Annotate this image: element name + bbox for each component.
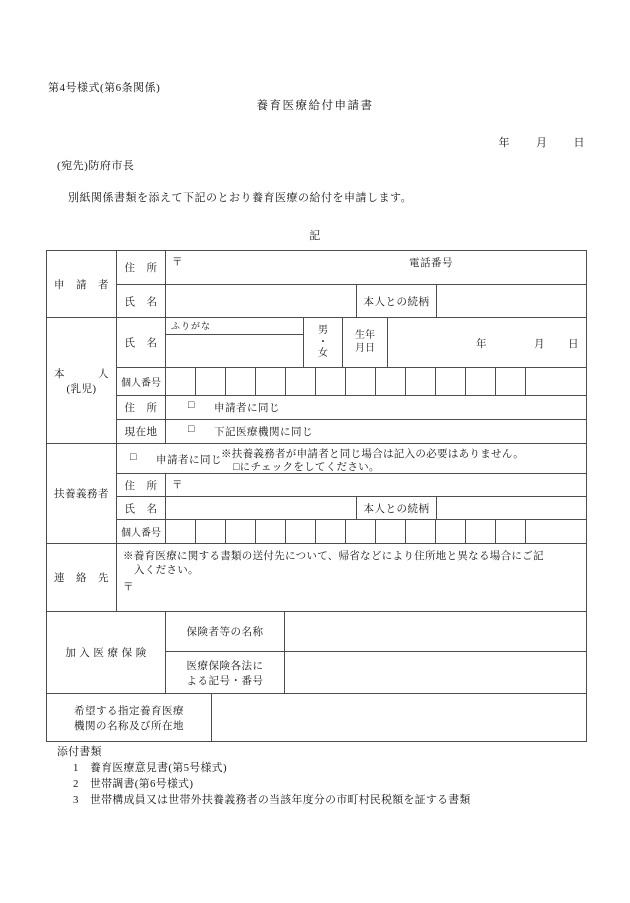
attachment-text: 世帯構成員又は世帯外扶養義務者の当該年度分の市町村民税額を証する書類 <box>90 794 471 806</box>
contact-group-label: 連 絡 先 <box>47 544 117 612</box>
guardian-personal-number-spare <box>526 520 586 544</box>
contact-postal-mark: 〒 <box>123 582 134 593</box>
cert-label-line1: 医療保険各法に <box>186 660 264 672</box>
date-year-label: 年 <box>498 137 510 149</box>
attachment-item <box>57 792 471 807</box>
infant-address-same-option[interactable] <box>166 396 586 420</box>
guardian-personal-number-box[interactable] <box>256 520 286 544</box>
guardian-note-line2: □にチェックをしてください。 <box>233 462 380 473</box>
infant-personal-number-box[interactable] <box>376 368 406 396</box>
infant-birth-label <box>343 318 388 368</box>
guardian-personal-number-box[interactable] <box>346 520 376 544</box>
guardian-personal-number-box[interactable] <box>166 520 196 544</box>
infant-personal-number-label: 個人番号 <box>117 368 166 396</box>
infant-personal-number-box[interactable] <box>346 368 376 396</box>
date-month-label: 月 <box>536 137 548 149</box>
guardian-group-label: 扶養義務者 <box>47 444 117 544</box>
guardian-personal-number-box[interactable] <box>286 520 316 544</box>
sex-male-label: 男 <box>318 325 328 337</box>
guardian-same-option-row <box>117 444 586 474</box>
infant-name-label: 氏 名 <box>117 318 166 368</box>
infant-personal-number-spare <box>526 368 586 396</box>
guardian-personal-number-box[interactable] <box>436 520 466 544</box>
infant-location-same-option[interactable] <box>166 420 586 444</box>
infant-location-same-text: 下記医療機関に同じ <box>214 427 313 438</box>
intro-sentence: 別紙関係書類を添えて下記のとおり養育医療の給付を申請します。 <box>68 192 413 204</box>
attachment-item <box>57 760 471 775</box>
sex-separator: ・ <box>318 336 328 348</box>
attachments-title: 添付書類 <box>57 746 102 758</box>
birth-month-unit: 月 <box>534 339 545 350</box>
applicant-name-label: 氏 名 <box>117 285 166 318</box>
applicant-postal-mark: 〒 <box>172 257 183 268</box>
guardian-personal-number-label: 個人番号 <box>117 520 166 544</box>
infant-personal-number-box[interactable] <box>406 368 436 396</box>
infant-label-sub: (乳児) <box>66 383 97 395</box>
application-table <box>46 250 587 742</box>
contact-input[interactable] <box>117 544 586 612</box>
infant-personal-number-box[interactable] <box>256 368 286 396</box>
guardian-address-label: 住 所 <box>117 474 166 497</box>
section-mark: 記 <box>309 230 321 242</box>
applicant-address-input[interactable] <box>166 251 586 285</box>
infant-personal-number-box[interactable] <box>286 368 316 396</box>
form-number: 第4号様式(第6条関係) <box>48 82 161 94</box>
guardian-note-line1: ※扶養義務者が申請者と同じ場合は記入の必要はありません。 <box>221 449 525 460</box>
applicant-relation-input[interactable] <box>437 285 586 318</box>
sex-female-label: 女 <box>318 348 328 360</box>
guardian-personal-number-box[interactable] <box>466 520 496 544</box>
infant-name-input[interactable] <box>166 335 304 368</box>
checkbox-infant-location-same[interactable]: □ <box>188 424 195 435</box>
attachment-text: 養育医療意見書(第5号様式) <box>90 762 227 774</box>
insurer-name-label: 保険者等の名称 <box>166 612 285 652</box>
insurer-name-input[interactable] <box>285 612 586 652</box>
infant-personal-number-box[interactable] <box>226 368 256 396</box>
attachment-item <box>57 776 471 791</box>
applicant-phone-label: 電話番号 <box>409 258 453 269</box>
infant-personal-number-box[interactable] <box>166 368 196 396</box>
guardian-relation-input[interactable] <box>437 497 586 520</box>
header-date-line <box>499 134 586 150</box>
infant-furigana-input[interactable]: ふりがな <box>166 318 304 335</box>
guardian-relation-label: 本人との続柄 <box>357 497 437 520</box>
infant-personal-number-box[interactable] <box>316 368 346 396</box>
contact-note-line2: 入ください。 <box>134 565 199 576</box>
infant-personal-number-box[interactable] <box>436 368 466 396</box>
infant-label-main: 本 人 <box>54 368 109 380</box>
insurance-group-label: 加 入 医 療 保 険 <box>47 612 166 694</box>
guardian-personal-number-box[interactable] <box>316 520 346 544</box>
contact-note-line1: ※養育医療に関する書類の送付先について、帰省などにより住所地と異なる場合にご記 <box>123 551 544 562</box>
infant-personal-number-box[interactable] <box>196 368 226 396</box>
insurance-cert-input[interactable] <box>285 652 586 694</box>
applicant-group-label: 申 請 者 <box>47 251 117 318</box>
attachment-text: 世帯調書(第6号様式) <box>90 778 194 790</box>
insurance-cert-label <box>166 652 285 694</box>
infant-group-label <box>47 318 117 444</box>
infant-personal-number-box[interactable] <box>466 368 496 396</box>
guardian-address-input[interactable] <box>166 474 586 497</box>
guardian-personal-number-box[interactable] <box>376 520 406 544</box>
checkbox-infant-address-same[interactable]: □ <box>188 400 195 411</box>
infant-location-label: 現在地 <box>117 420 166 444</box>
applicant-address-label: 住 所 <box>117 251 166 285</box>
hospital-input[interactable] <box>212 694 586 741</box>
applicant-name-input[interactable] <box>166 285 357 318</box>
hospital-label-line2: 機関の名称及び所在地 <box>74 720 184 732</box>
cert-label-line2: よる記号・番号 <box>186 675 264 687</box>
guardian-personal-number-box[interactable] <box>496 520 526 544</box>
applicant-relation-label: 本人との続柄 <box>357 285 437 318</box>
birth-label-line1: 生年 <box>355 330 375 341</box>
page-title: 養育医療給付申請書 <box>256 100 374 112</box>
checkbox-guardian-same[interactable]: □ <box>130 452 137 463</box>
guardian-postal-mark: 〒 <box>172 480 183 491</box>
infant-personal-number-box[interactable] <box>496 368 526 396</box>
birth-label-line2: 月日 <box>355 342 375 354</box>
recipient-line: (宛先)防府市長 <box>57 160 135 172</box>
guardian-same-text: 申請者に同じ <box>156 455 222 466</box>
birth-day-unit: 日 <box>568 339 579 350</box>
infant-address-label: 住 所 <box>117 396 166 420</box>
hospital-label <box>47 694 212 741</box>
guardian-personal-number-box[interactable] <box>406 520 436 544</box>
guardian-name-input[interactable] <box>166 497 357 520</box>
attachment-number: 2 <box>73 778 79 790</box>
birth-year-unit: 年 <box>476 339 487 350</box>
hospital-label-line1: 希望する指定養育医療 <box>74 705 184 717</box>
guardian-name-label: 氏 名 <box>117 497 166 520</box>
guardian-personal-number-box[interactable] <box>226 520 256 544</box>
guardian-personal-number-box[interactable] <box>196 520 226 544</box>
attachments-section <box>57 744 471 807</box>
infant-sex-select[interactable] <box>304 318 343 368</box>
attachment-number: 3 <box>73 794 79 806</box>
infant-birthdate-input[interactable] <box>388 318 586 368</box>
attachment-number: 1 <box>73 762 79 774</box>
date-day-label: 日 <box>573 137 585 149</box>
infant-address-same-text: 申請者に同じ <box>214 403 280 414</box>
